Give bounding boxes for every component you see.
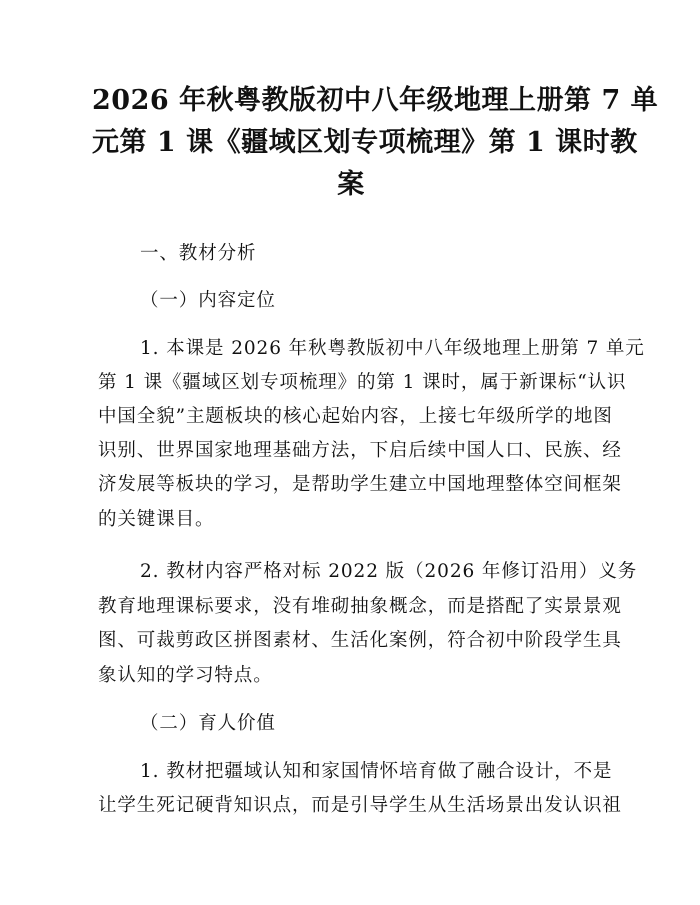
paragraph-line: 教育地理课标要求，没有堆砌抽象概念，而是搭配了实景景观 xyxy=(98,596,622,617)
paragraph-line: 第 1 课《疆域区划专项梳理》的第 1 课时，属于新课标“认识 xyxy=(98,372,627,393)
paragraph-line: 济发展等板块的学习，是帮助学生建立中国地理整体空间框架 xyxy=(98,474,622,495)
title-line: 元第 1 课《疆域区划专项梳理》第 1 课时教 xyxy=(92,127,638,158)
document-title xyxy=(92,80,659,206)
paragraph-line: 图、可裁剪政区拼图素材、生活化案例，符合初中阶段学生具 xyxy=(98,630,622,651)
section-heading-teaching-material-analysis: 一、教材分析 xyxy=(140,243,257,264)
paragraph-line: 1. 教材把疆域认知和家国情怀培育做了融合设计，不是 xyxy=(140,761,613,782)
title-line: 案 xyxy=(337,169,365,200)
title-line: 2026 年秋粤教版初中八年级地理上册第 7 单 xyxy=(92,85,659,116)
paragraph-line: 中国全貌”主题板块的核心起始内容，上接七年级所学的地图 xyxy=(98,406,613,427)
paragraph-line: 让学生死记硬背知识点，而是引导学生从生活场景出发认识祖 xyxy=(98,795,622,816)
subsection-heading-content-positioning: （一）内容定位 xyxy=(140,290,276,311)
paragraph-line: 2. 教材内容严格对标 2022 版（2026 年修订沿用）义务 xyxy=(140,561,638,582)
paragraph-line: 1. 本课是 2026 年秋粤教版初中八年级地理上册第 7 单元 xyxy=(140,338,645,359)
paragraph-line: 的关键课目。 xyxy=(98,509,215,530)
paragraph-line: 象认知的学习特点。 xyxy=(98,665,273,686)
subsection-heading-educational-value: （二）育人价值 xyxy=(140,713,276,734)
paragraph-line: 识别、世界国家地理基础方法，下启后续中国人口、民族、经 xyxy=(98,440,622,461)
